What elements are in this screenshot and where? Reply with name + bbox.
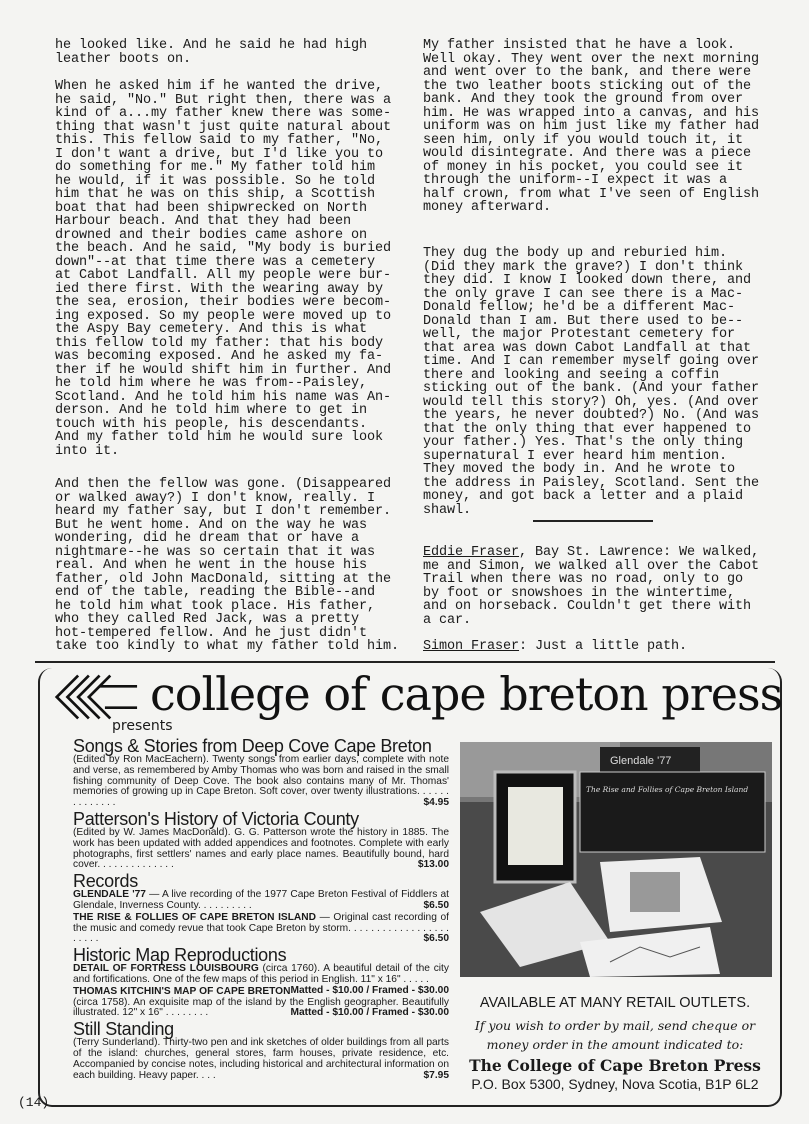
ad-top-rule xyxy=(35,661,775,663)
photo-label: The Rise and Follies of Cape Breton Island xyxy=(586,785,749,794)
publisher-logo-text: college of cape breton press xyxy=(150,667,783,721)
speaker-name: Eddie Fraser xyxy=(423,545,520,560)
price: $13.00 xyxy=(417,859,449,871)
speech-text: : Just a little path. xyxy=(519,639,688,654)
product-title: Songs & Stories from Deep Cove Cape Breton xyxy=(73,736,432,756)
product-title: Still Standing xyxy=(73,1019,174,1040)
story-left-column xyxy=(55,0,405,660)
photo-label: Glendale '77 xyxy=(610,755,672,767)
maps-heading: Historic Map Reproductions xyxy=(73,945,287,966)
record-item: GLENDALE '77 — A live recording of the 1977 Cape Breton Festival of Fiddlers at Glendale, Inverness County. . . . . . . . . . $6.50 xyxy=(73,889,449,911)
speech-text: , Bay St. Lawrence: We walked, me and Simon, we walked all over the Cabot Trail when there was no road, only to go by foot or snowshoes in the wintertime, and on horseback. Couldn't get there with a car. xyxy=(423,545,760,628)
price: $4.95 xyxy=(423,797,449,809)
section-divider xyxy=(533,520,653,522)
simon-paragraph xyxy=(423,640,687,654)
availability-text: AVAILABLE AT MANY RETAIL OUTLETS. xyxy=(479,995,751,1011)
product-photo xyxy=(460,742,772,977)
paragraph: he looked like. And he said he had high leather boots on. xyxy=(55,38,368,67)
map-item: DETAIL OF FORTRESS LOUISBOURG (circa 1760). A beautiful detail of the city and fortifications. One of the few maps of this period in English. 11" x 16" . . . . . Matted - $10.00 / Framed - $30.00 xyxy=(73,963,449,996)
records-heading: Records xyxy=(73,871,138,892)
product-list xyxy=(73,737,449,1082)
record-item: THE RISE & FOLLIES OF CAPE BRETON ISLAND — Original cast recording of the music and comedy revue that took Cape Breton by storm. . . . . . . . . . . . . . . . . . . . . . . $6.50 xyxy=(73,911,449,945)
product-desc: (Edited by Ron MacEachern). Twenty songs from earlier days, complete with note and verse, as remembered by Amby Thomas who was born and raised in the small fishing community of Deep Cove. The book also contains many of Mr. Thomas' memories of growing up in Cape Breton. Soft cover, over twenty illustrations. . . . . . . . . . . . . . $4.95 xyxy=(73,754,449,809)
product-desc: (Edited by W. James MacDonald). G. G. Patterson wrote the history in 1885. The work has been updated with added appendices and footnotes. Complete with early photographs, first settlers' names and early place names. Beautifully bound, hard cover. . . . . . . . . . . . . . $13.00 xyxy=(73,826,449,871)
publisher-address: P.O. Box 5300, Sydney, Nova Scotia, B1P 6L2 xyxy=(471,1076,759,1092)
map-item: THOMAS KITCHIN'S MAP OF CAPE BRETON (circa 1758). An exquisite map of the island by the English geographer. Beautifully illustrated. 12" x 16" . . . . . . . . Matted - $10.00 / Framed - $30.00 xyxy=(73,985,449,1019)
eddie-paragraph xyxy=(423,546,759,627)
paragraph: My father insisted that he have a look. Well okay. They went over the next morning and went over to the bank, and there were the two leather boots sticking out of the bank. And they took the ground from over him. He was wrapped into a canvas, and his uniform was on him just like my father had seen him, only if you would touch it, it would disintegrate. And there was a piece of money in his pocket, you could see it through the uniform--I expect it was a half crown, from what I've seen of English money afterward. xyxy=(423,38,760,215)
paragraph: They dug the body up and reburied him. (Did they mark the grave?) I don't think they did. I know I looked down there, and the only grave I can see there is a Mac- Donald fellow; he'd be a different Mac- Donald than I am. But there used to be-- well, the major Protestant cemetery for that area was down Cabot Landfall at that time. And I can remember myself going over there and looking and seeing a coffin sticking out of the bank. (And your father would tell this story?) Oh, yes. (And over the years, he never doubted?) No. (And was that the only thing that ever happened to your father.) Yes. That's the only thing supernatural I ever heard him mention. They moved the body in. And he wrote to the address in Paisley, Scotland. Sent the money, and got back a letter and a plaid shawl. xyxy=(423,246,760,518)
paragraph: When he asked him if he wanted the drive, he said, "No." But right then, there was a kind of a...my father knew there was some- thing that wasn't just quite natural about this. This fellow said to my father, "No, I don't want a drive, but I'd like you to do something for me." My father told him he would, if it was possible. So he told him that he was on this ship, a Scottish boat that had been shipwrecked on North Harbour beach. And that they had been drowned and their bodies came ashore on the beach. And he said, "My body is buried down"--at that time there was a cemetery at Cabot Landfall. All my people were bur- ied there first. With the wearing away by the sea, erosion, their bodies were becom- ing exposed. So my people were moved up to the Aspy Bay cemetery. And this is what this fellow told my father: that his body was becoming exposed. And he asked my fa- ther if he would shift him in further. And he told him where he was from--Paisley, Scotland. And he told him his name was An- derson. And he told him where to get in touch with his people, his descendants. And my father told him he would sure look into it. xyxy=(55,79,392,459)
press-logo-icon xyxy=(46,672,146,722)
page-number: (14) xyxy=(18,1095,50,1110)
presents-label: presents xyxy=(112,718,173,734)
product-title: Patterson's History of Victoria County xyxy=(73,808,359,829)
story-right-column xyxy=(423,0,773,660)
speaker-name: Simon Fraser xyxy=(423,639,520,654)
paragraph: And then the fellow was gone. (Disappeared or walked away?) I don't know, really. I heard my father say, but I don't remember. But he went home. And on the way he was wondering, did he dream that or have a nightmare--he was so certain that it was real. And when he went in the house his father, old John MacDonald, sitting at the end of the table, reading the Bible--and he told him what took place. His father, who they called Red Jack, was a pretty hot-tempered fellow. And he just didn't take too kindly to what my father told him. xyxy=(55,477,400,654)
mail-order-text: If you wish to order by mail, send cheque or money order in the amount indicated to: xyxy=(474,1018,756,1052)
product-desc: (Terry Sunderland). Thirty-two pen and ink sketches of older buildings from all parts of the island: churches, general stores, farm houses, private residence, etc. Accompanied by concise notes, including historical and architectural information on each building. Heavy paper. . . . $7.95 xyxy=(73,1037,449,1081)
publisher-name: The College of Cape Breton Press xyxy=(469,1056,761,1075)
